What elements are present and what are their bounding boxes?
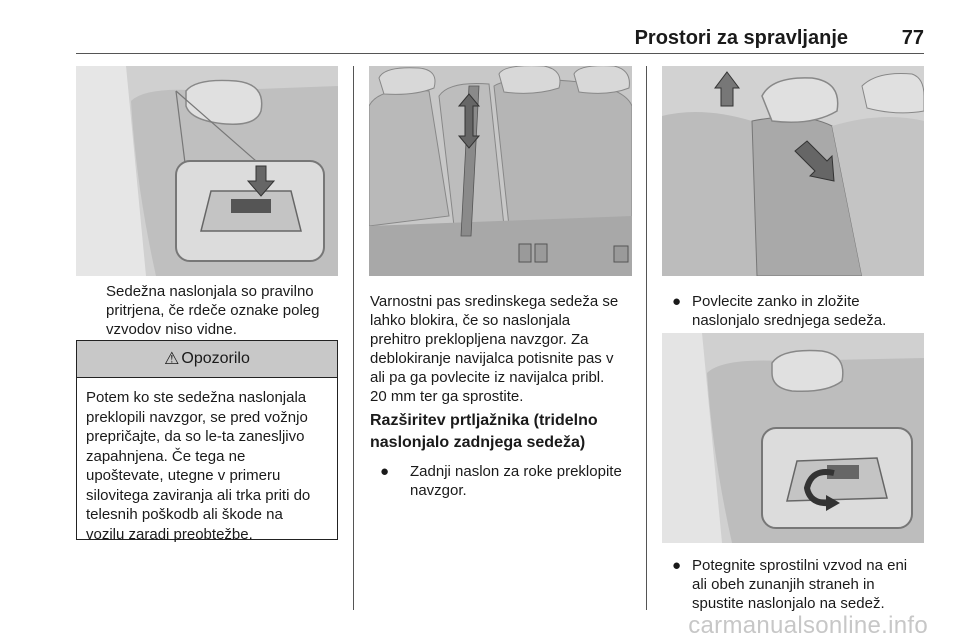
bullet-text: [692, 556, 932, 613]
bullet-release-lever: [672, 556, 932, 616]
section-heading-line: naslonjalo zadnjega sedeža): [370, 434, 586, 451]
bullet-line: spustite naslonjalo na sedež.: [692, 595, 885, 612]
paragraph-line: Varnostni pas sredinskega sedeža se: [370, 293, 619, 310]
bullet-line: ali obeh zunanjih straneh in: [692, 576, 875, 593]
warning-line: telesnih poškodb ali škode na: [86, 506, 283, 523]
paragraph-line: deblokiranje navijalca potisnite pas v: [370, 350, 614, 367]
bullet-dot: ●: [672, 293, 682, 310]
paragraph-line: 20 mm ter ga sprostite.: [370, 388, 524, 405]
caption-line: Sedežna naslonjala so pravilno: [106, 283, 314, 300]
column-divider-2: [646, 66, 647, 610]
bullet-text: [692, 292, 927, 330]
bullet-line: navzgor.: [410, 482, 467, 499]
warning-line: prepričajte, da so le-ta zanesljivo: [86, 428, 305, 445]
warning-line: zapahnjena. Če tega ne: [86, 447, 246, 465]
watermark: carmanualsonline.info: [688, 612, 928, 639]
bullet-text: [410, 462, 640, 500]
bullet-pull-loop: [672, 292, 927, 332]
bullet-dot: ●: [380, 463, 390, 480]
page-section-title: Prostori za spravljanje: [634, 27, 848, 49]
bullet-dot: ●: [672, 557, 682, 574]
paragraph-line: prehitro preklopljena navzgor. Za: [370, 331, 589, 348]
column-divider-1: [353, 66, 354, 610]
bullet-line: Potegnite sprostilni vzvod na eni: [692, 557, 908, 574]
release-lever-illustration: [662, 333, 924, 543]
warning-line: silovitega zaviranja ali trka priti do: [86, 486, 311, 504]
paragraph-line: ali pa ga povlecite iz navijalca pribl.: [370, 369, 605, 386]
section-heading: [370, 410, 632, 454]
warning-triangle-icon: ⚠: [164, 349, 180, 368]
bullet-line: Zadnji naslon za roke preklopite: [410, 463, 622, 480]
center-seatbelt-illustration: [369, 66, 632, 276]
seatbelt-paragraph: [370, 292, 638, 406]
bullet-line: naslonjalo srednjega sedeža.: [692, 312, 887, 329]
bullet-line: Povlecite zanko in zložite: [692, 293, 860, 310]
section-heading-line: Razširitev prtljažnika (tridelno: [370, 412, 598, 429]
warning-line: upoštevate, utegne v primeru: [86, 467, 281, 484]
pull-loop-illustration: [662, 66, 924, 276]
warning-line: preklopili navzgor, se pred vožnjo: [86, 408, 308, 426]
warning-header: [77, 341, 337, 378]
caption-line: pritrjena, če rdeče oznake poleg: [106, 302, 320, 319]
seat-lock-illustration: [76, 66, 338, 276]
warning-box: [76, 340, 338, 543]
warning-title: Opozorilo: [181, 350, 250, 367]
page-number: 77: [901, 27, 924, 49]
warning-text: [77, 378, 337, 544]
warning-line: Potem ko ste sedežna naslonjala: [86, 389, 307, 406]
caption-line: vzvodov niso vidne.: [106, 321, 237, 338]
paragraph-line: lahko blokira, če so naslonjala: [370, 312, 571, 329]
bullet-armrest: [380, 462, 640, 502]
seat-lock-caption: [106, 282, 341, 339]
header-divider: [76, 53, 924, 54]
warning-line: vozilu zaradi preobtežbe.: [86, 525, 253, 543]
